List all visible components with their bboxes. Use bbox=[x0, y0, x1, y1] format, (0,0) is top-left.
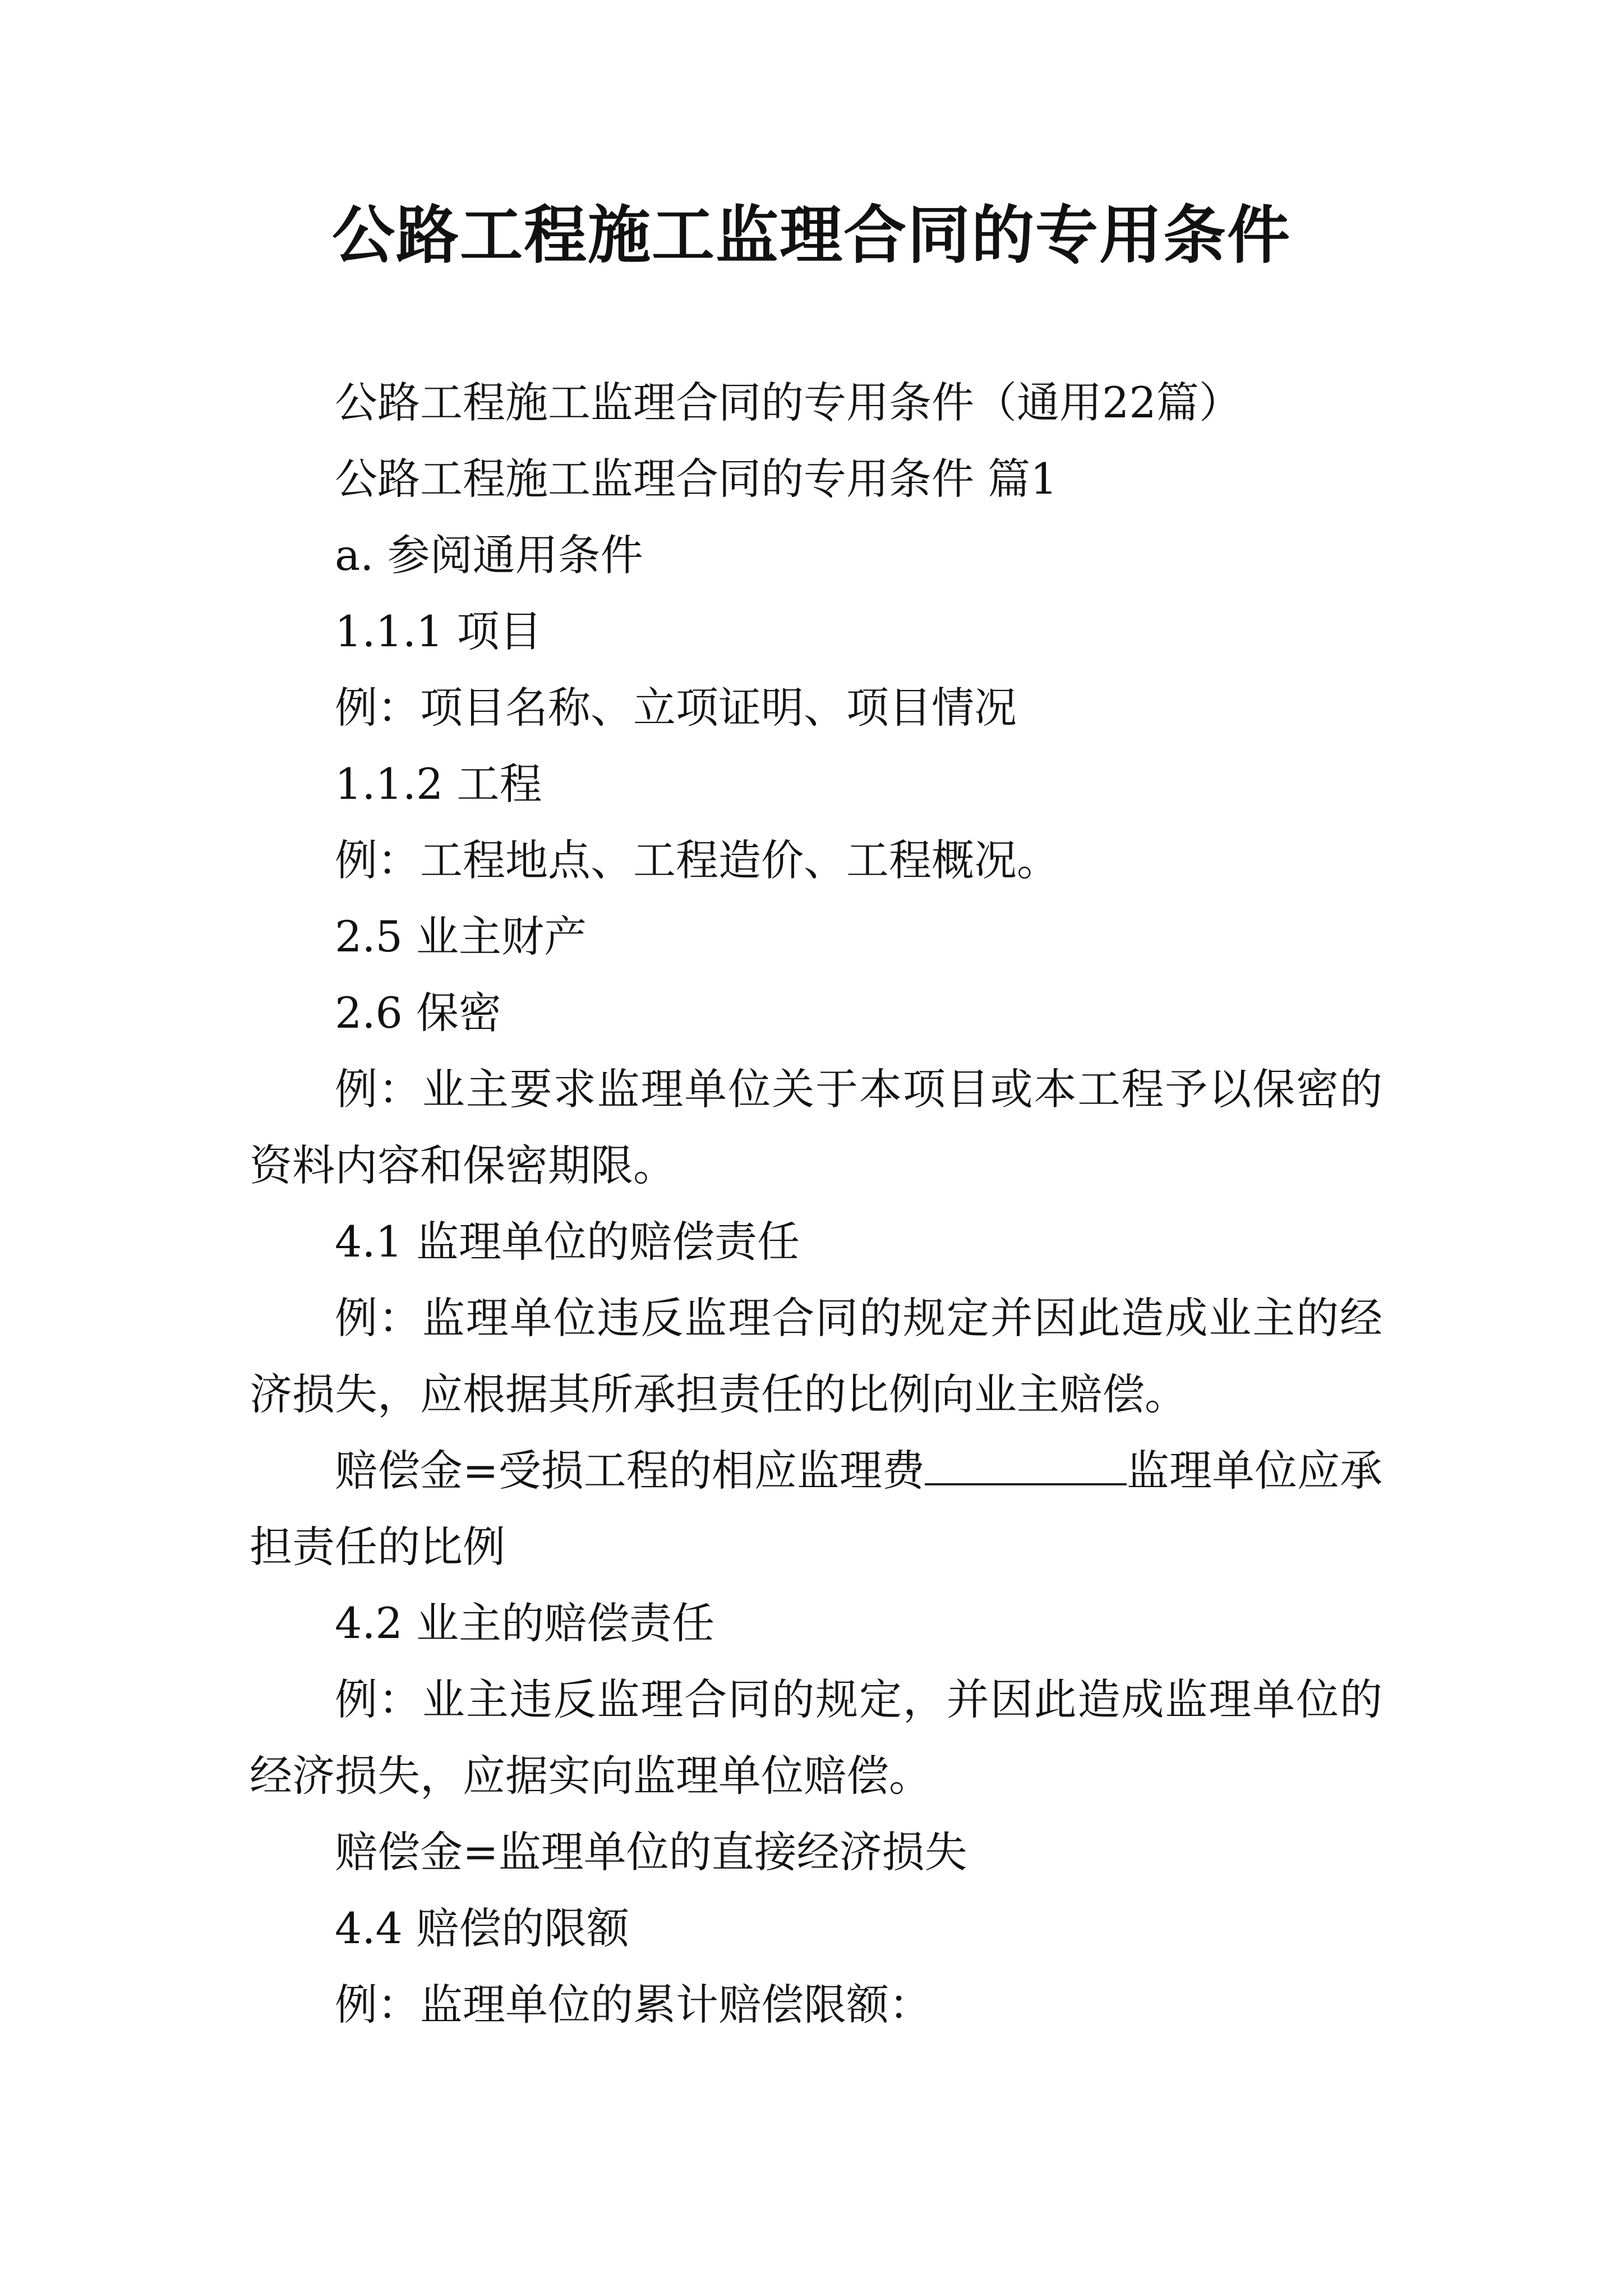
paragraph: 例：监理单位违反监理合同的规定并因此造成业主的经济损失，应根据其所承担责任的比例向业主赔偿。 bbox=[250, 1293, 1382, 1419]
paragraph: 公路工程施工监理合同的专用条件（通用22篇） bbox=[335, 378, 1242, 427]
fill-in-blank bbox=[925, 1444, 1127, 1485]
paragraph: 4.4 赔偿的限额 bbox=[335, 1903, 630, 1953]
paragraph: a. 参阅通用条件 bbox=[335, 530, 643, 580]
paragraph: 公路工程施工监理合同的专用条件 篇1 bbox=[335, 454, 1058, 504]
document-title: 公路工程施工监理合同的专用条件 bbox=[332, 199, 1291, 272]
paragraph: 1.1.1 项目 bbox=[335, 606, 542, 656]
paragraph: 例：业主违反监理合同的规定，并因此造成监理单位的经济损失，应据实向监理单位赔偿。 bbox=[250, 1674, 1382, 1801]
compensation-formula bbox=[250, 1433, 1382, 1585]
paragraph: 2.6 保密 bbox=[335, 988, 502, 1038]
document-body bbox=[250, 365, 1382, 2043]
formula-text: 赔偿金=受损工程的相应监理费 bbox=[335, 1446, 925, 1496]
paragraph: 4.2 业主的赔偿责任 bbox=[335, 1598, 715, 1648]
paragraph: 例：业主要求监理单位关于本项目或本工程予以保密的资料内容和保密期限。 bbox=[250, 1064, 1382, 1190]
paragraph: 例：工程地点、工程造价、工程概况。 bbox=[335, 835, 1059, 885]
paragraph: 2.5 业主财产 bbox=[335, 912, 587, 961]
paragraph: 例：项目名称、立项证明、项目情况 bbox=[335, 683, 1017, 733]
formula-text: 监理单位应承担责任的比例 bbox=[250, 1446, 1382, 1572]
paragraph: 例：监理单位的累计赔偿限额： bbox=[335, 1980, 932, 2030]
paragraph: 赔偿金=监理单位的直接经济损失 bbox=[335, 1827, 967, 1877]
paragraph: 4.1 监理单位的赔偿责任 bbox=[335, 1217, 800, 1267]
paragraph: 1.1.2 工程 bbox=[335, 759, 542, 809]
